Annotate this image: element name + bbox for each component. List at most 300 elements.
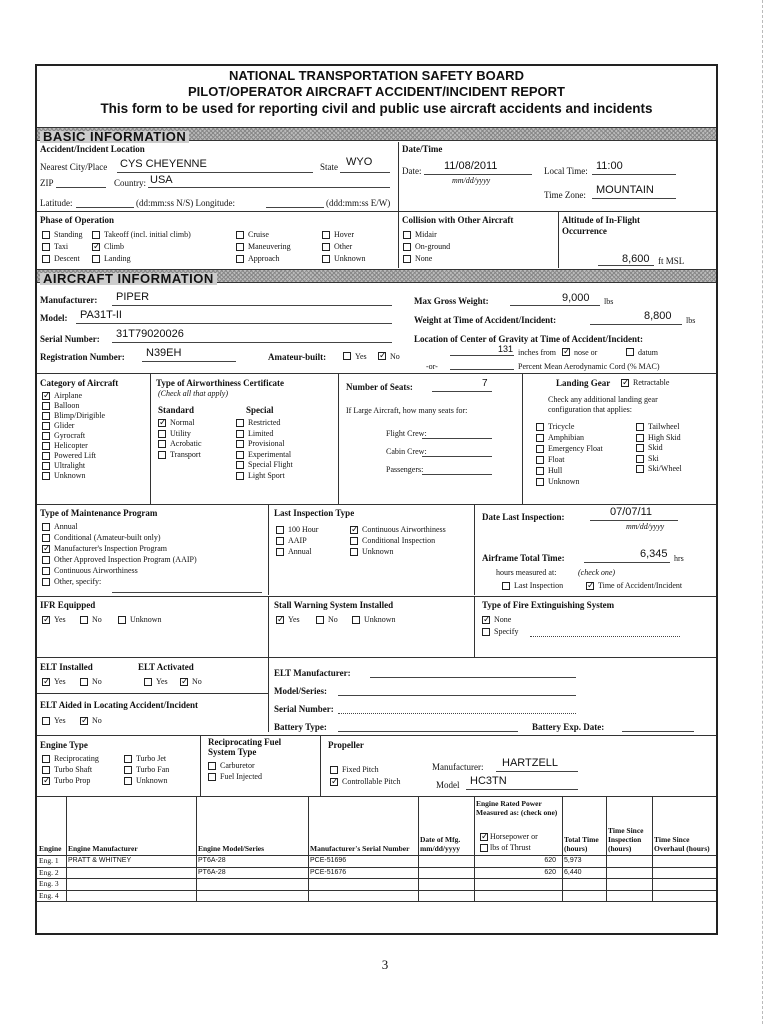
cg-inches-label: inches from	[518, 348, 556, 357]
engine-turbofan-checkbox[interactable]	[124, 766, 132, 774]
date-value[interactable]: 11/08/2011	[444, 160, 498, 172]
category-checkbox[interactable]	[42, 412, 50, 420]
maint-program-checkbox[interactable]	[42, 556, 50, 564]
gear-option-checkbox[interactable]	[636, 444, 644, 452]
special-cert-checkbox[interactable]	[236, 461, 244, 469]
fuel-option: Fuel Injected	[220, 772, 262, 781]
divider	[320, 736, 321, 796]
fire-label: Type of Fire Extinguishing System	[482, 600, 615, 610]
seats-line	[432, 391, 492, 392]
special-label: Special	[246, 405, 274, 415]
gear-option-checkbox[interactable]	[536, 434, 544, 442]
longitude-line[interactable]	[266, 207, 324, 208]
table-cell-power[interactable]: 620	[544, 868, 556, 876]
gear-option-label: Tailwheel	[648, 422, 680, 431]
divider	[37, 211, 716, 212]
table-column-divider	[418, 797, 419, 901]
table-header-divider	[37, 855, 716, 856]
maint-program-checkbox[interactable]	[42, 567, 50, 575]
fire-none-checkbox[interactable]: ✓	[483, 615, 491, 625]
elt-aided-no-label: No	[92, 716, 102, 725]
page-edge-dashes	[762, 0, 763, 1024]
manufacturer-value[interactable]: PIPER	[116, 291, 150, 303]
last-inspection-label: Continuous Airworthiness	[362, 525, 446, 534]
weight-value[interactable]: 8,800	[644, 310, 672, 322]
gear-retractable-checkbox[interactable]: ✓	[622, 378, 630, 388]
passengers-line[interactable]	[422, 474, 492, 475]
standard-cert-label: Acrobatic	[170, 439, 202, 448]
elt-installed-no-checkbox[interactable]	[80, 678, 88, 686]
cg-nose-label: nose or	[574, 348, 598, 357]
table-row-divider	[37, 867, 716, 868]
altitude-line	[598, 265, 654, 266]
city-value[interactable]: CYS CHEYENNE	[120, 158, 207, 170]
cg-line	[450, 355, 514, 356]
elt-activated-yes-label: Yes	[156, 677, 168, 686]
standard-cert-label: Transport	[170, 449, 201, 459]
registration-label: Registration Number:	[40, 352, 125, 362]
location-label: Accident/Incident Location	[40, 144, 145, 154]
power-thrust-checkbox[interactable]	[480, 844, 488, 852]
elt-activated-no-label: No	[192, 677, 202, 686]
collision-onground-checkbox[interactable]	[403, 243, 411, 251]
special-cert-checkbox[interactable]	[236, 440, 244, 448]
manufacturer-label: Manufacturer:	[40, 295, 98, 305]
maint-program-label: Type of Maintenance Program	[40, 508, 158, 518]
gear-option-checkbox[interactable]	[536, 478, 544, 486]
table-header: Engine Manufacturer	[68, 844, 138, 853]
last-inspection-label: 100 Hour	[288, 525, 319, 534]
datetime-label: Date/Time	[402, 144, 443, 154]
model-value[interactable]: PA31T-II	[80, 309, 122, 321]
divider	[200, 736, 201, 796]
serial-label: Serial Number:	[40, 334, 100, 344]
maint-program-checkbox[interactable]: ✓	[43, 544, 51, 554]
prop-model-line	[466, 789, 578, 790]
city-label: Nearest City/Place	[40, 162, 108, 172]
altitude-label: Altitude of In-Flight	[562, 215, 641, 225]
maint-program-label: Manufacturer's Inspection Program	[54, 544, 167, 553]
category-label: Balloon	[54, 401, 80, 410]
country-line	[148, 187, 390, 188]
altitude-value[interactable]: 8,600	[622, 253, 650, 265]
airframe-value[interactable]: 6,345	[640, 548, 668, 560]
stall-no-checkbox[interactable]	[316, 616, 324, 624]
form-title-report: PILOT/OPERATOR AIRCRAFT ACCIDENT/INCIDENT REPORT	[188, 84, 565, 99]
gear-option-checkbox[interactable]	[636, 455, 644, 463]
table-cell-eng: Eng. 2	[39, 867, 59, 877]
elt-model-line[interactable]	[338, 695, 576, 696]
gear-option-label: Emergency Float	[548, 444, 603, 453]
divider	[268, 505, 269, 595]
battery-exp-line[interactable]	[622, 731, 694, 732]
phase-label-text: Standing	[54, 230, 83, 239]
ifr-label: IFR Equipped	[40, 600, 96, 610]
divider	[474, 597, 475, 657]
table-cell-eng: Eng. 1	[39, 856, 59, 865]
table-cell-total[interactable]: 6,440	[564, 868, 582, 876]
section-basic-information	[37, 127, 716, 144]
phase-landing-checkbox[interactable]	[92, 255, 100, 263]
battery-type-label: Battery Type:	[274, 722, 327, 732]
engine-turbojet-checkbox[interactable]	[124, 755, 132, 763]
measured-time-of-accident-label: Time of Accident/Incident	[598, 581, 683, 590]
stall-yes-label: Yes	[288, 615, 300, 624]
table-cell-eng: Eng. 3	[39, 879, 59, 888]
table-header: Manufacturer's Serial Number	[310, 844, 410, 853]
maint-other-line[interactable]	[112, 592, 262, 593]
latitude-label: Latitude:	[40, 198, 73, 208]
stall-warning-label: Stall Warning System Installed	[274, 600, 394, 610]
table-cell-power[interactable]: 620	[544, 857, 556, 864]
latitude-line[interactable]	[76, 207, 134, 208]
ifr-no-checkbox[interactable]	[80, 616, 88, 624]
max-gross-value[interactable]: 9,000	[562, 292, 590, 304]
fuel-system-label: Reciprocating Fuel	[208, 737, 282, 747]
table-header: Engine Model/Series	[198, 844, 265, 853]
gear-option-checkbox[interactable]	[636, 465, 644, 473]
form-title-agency: NATIONAL TRANSPORTATION SAFETY BOARD	[229, 68, 524, 83]
phase-label-text: Unknown	[334, 254, 366, 263]
measured-last-inspection-checkbox[interactable]	[502, 582, 510, 590]
standard-cert-checkbox[interactable]	[158, 451, 166, 459]
date-last-value[interactable]: 07/07/11	[610, 506, 653, 518]
elt-aided-label: ELT Aided in Locating Accident/Incident	[40, 700, 199, 710]
category-checkbox[interactable]	[42, 462, 50, 470]
ifr-unknown-checkbox[interactable]	[118, 616, 126, 624]
stall-yes-checkbox[interactable]: ✓	[277, 615, 285, 625]
maint-program-label: Annual	[54, 522, 78, 531]
phase-climb-checkbox[interactable]: ✓	[93, 242, 101, 252]
engine-type-option: Reciprocating	[54, 754, 99, 763]
fuel-injected-checkbox[interactable]	[208, 773, 216, 781]
maint-program-checkbox[interactable]	[42, 523, 50, 531]
maint-program-label: Continuous Airworthiness	[54, 566, 138, 575]
table-column-divider	[474, 797, 475, 901]
ifr-yes-label: Yes	[54, 615, 66, 624]
amateur-yes-checkbox[interactable]	[343, 352, 351, 360]
category-label: Airplane	[54, 391, 82, 400]
maint-program-label: Other, specify:	[54, 577, 102, 586]
passengers-label: Passengers:	[386, 465, 424, 474]
last-inspection-label: Annual	[288, 547, 312, 556]
last-inspection-checkbox[interactable]	[350, 537, 358, 545]
airframe-line	[584, 562, 670, 563]
city-line	[117, 172, 313, 173]
gear-option-checkbox[interactable]	[536, 445, 544, 453]
gear-option-label: Hull	[548, 466, 563, 475]
gear-option-checkbox[interactable]	[636, 423, 644, 431]
divider	[268, 597, 269, 657]
phase-label-text: Other	[334, 242, 353, 251]
elt-model-label: Model/Series:	[274, 686, 327, 696]
phase-hover-checkbox[interactable]	[322, 231, 330, 239]
amateur-no-checkbox[interactable]: ✓	[379, 351, 387, 361]
cg-or: -or-	[426, 362, 438, 371]
table-column-divider	[606, 797, 607, 901]
country-value[interactable]: USA	[150, 174, 173, 186]
table-cell-serial[interactable]: PCE-51676	[310, 868, 347, 876]
maint-program-checkbox[interactable]	[42, 578, 50, 586]
cabin-crew-line[interactable]	[422, 456, 492, 457]
hours-measured-label: hours measured at:	[496, 568, 557, 577]
gear-option-label: Skid	[648, 443, 663, 452]
phase-standing-checkbox[interactable]	[42, 231, 50, 239]
prop-model-label: Model	[436, 780, 460, 790]
altitude-unit: ft MSL	[658, 256, 685, 266]
phase-taxi-checkbox[interactable]	[42, 243, 50, 251]
time-label: Local Time:	[544, 166, 588, 176]
standard-label: Standard	[158, 405, 195, 415]
category-label: Blimp/Dirigible	[54, 411, 106, 420]
divider	[37, 657, 716, 658]
cg-value[interactable]: 131	[498, 344, 514, 354]
category-label: Powered Lift	[54, 451, 96, 460]
category-label: Category of Aircraft	[40, 378, 119, 388]
page-number: 3	[381, 957, 389, 972]
category-checkbox[interactable]	[42, 472, 50, 480]
large-aircraft-note: If Large Aircraft, how many seats for:	[346, 406, 468, 415]
prop-fixed-checkbox[interactable]	[330, 766, 338, 774]
gear-option-checkbox[interactable]	[536, 456, 544, 464]
category-label: Glider	[54, 421, 75, 430]
cabin-crew-label: Cabin Crew:	[386, 447, 427, 456]
gear-option-label: Amphibian	[548, 433, 584, 442]
elt-aided-no-checkbox[interactable]: ✓	[81, 716, 89, 726]
collision-midair-checkbox[interactable]	[403, 231, 411, 239]
amateur-yes-label: Yes	[355, 352, 367, 361]
last-inspection-checkbox[interactable]	[276, 526, 284, 534]
divider	[398, 142, 399, 268]
table-header: Time Since Overhaul (hours)	[654, 835, 710, 853]
zone-value[interactable]: MOUNTAIN	[596, 184, 654, 196]
elt-installed-yes-checkbox[interactable]: ✓	[43, 677, 51, 687]
last-inspection-checkbox[interactable]	[276, 537, 284, 545]
fire-none-label: None	[494, 615, 512, 624]
check-one-note: (check one)	[578, 568, 616, 577]
divider	[37, 735, 716, 736]
prop-manufacturer-value[interactable]: HARTZELL	[502, 757, 559, 769]
table-cell-model[interactable]: PT6A-28	[198, 868, 226, 876]
measured-time-of-accident-checkbox[interactable]: ✓	[587, 581, 595, 591]
max-gross-line	[510, 305, 600, 306]
elt-activated-label: ELT Activated	[138, 662, 194, 672]
engine-turboshaft-checkbox[interactable]	[42, 766, 50, 774]
propeller-label: Propeller	[328, 740, 364, 750]
measured-last-inspection-label: Last Inspection	[514, 581, 564, 590]
category-checkbox[interactable]	[42, 422, 50, 430]
airframe-unit: hrs	[674, 554, 684, 563]
table-cell-mfr[interactable]: PRATT & WHITNEY	[68, 857, 132, 864]
elt-serial-label: Serial Number:	[274, 704, 334, 714]
fuel-option: Carburetor	[220, 761, 255, 770]
category-checkbox[interactable]: ✓	[43, 391, 51, 401]
phase-cruise-checkbox[interactable]	[236, 231, 244, 239]
engine-type-option: Turbo Shaft	[54, 765, 93, 774]
ifr-unknown-label: Unknown	[130, 615, 162, 624]
engine-turboprop-checkbox[interactable]: ✓	[43, 776, 51, 786]
elt-activated-yes-checkbox[interactable]	[144, 678, 152, 686]
phase-other-checkbox[interactable]	[322, 243, 330, 251]
max-gross-unit: lbs	[604, 297, 614, 306]
ifr-yes-checkbox[interactable]: ✓	[43, 615, 51, 625]
registration-value[interactable]: N39EH	[146, 347, 182, 359]
divider	[37, 504, 716, 505]
collision-label: Collision with Other Aircraft	[402, 215, 514, 225]
model-line	[76, 323, 392, 324]
phase-takeoff-checkbox[interactable]	[92, 231, 100, 239]
gear-option-label: Tricycle	[548, 422, 575, 431]
standard-cert-label: Utility	[170, 428, 191, 438]
special-cert-checkbox[interactable]	[236, 451, 244, 459]
phase-maneuvering-checkbox[interactable]	[236, 243, 244, 251]
category-checkbox[interactable]	[42, 402, 50, 410]
fire-specify-checkbox[interactable]	[482, 628, 490, 636]
phase-label-text: Approach	[248, 254, 280, 263]
serial-line	[112, 342, 392, 343]
weight-unit: lbs	[686, 316, 696, 325]
prop-model-value[interactable]: HC3TN	[470, 775, 507, 787]
maint-program-checkbox[interactable]	[42, 534, 50, 542]
phase-approach-checkbox[interactable]	[236, 255, 244, 263]
fuel-carburetor-checkbox[interactable]	[208, 762, 216, 770]
category-label: Unknown	[54, 471, 86, 480]
zip-line[interactable]	[56, 187, 106, 188]
standard-cert-checkbox[interactable]	[158, 440, 166, 448]
collision-option: None	[415, 254, 433, 263]
last-inspection-checkbox[interactable]	[276, 548, 284, 556]
divider	[37, 693, 268, 694]
amateur-label: Amateur-built:	[268, 352, 327, 362]
divider	[37, 596, 716, 597]
elt-activated-no-checkbox[interactable]: ✓	[181, 677, 189, 687]
cg-label: Location of Center of Gravity at Time of Accident/Incident:	[414, 334, 643, 344]
phase-label-text: Taxi	[54, 242, 69, 251]
phase-label-text: Descent	[54, 254, 80, 263]
category-checkbox[interactable]	[42, 452, 50, 460]
serial-value[interactable]: 31T79020026	[116, 328, 184, 340]
date-line	[424, 174, 532, 175]
last-inspection-checkbox[interactable]: ✓	[351, 525, 359, 535]
fire-specify-line[interactable]	[530, 636, 680, 637]
elt-aided-yes-checkbox[interactable]	[42, 717, 50, 725]
category-checkbox[interactable]	[42, 432, 50, 440]
section-label: AIRCRAFT INFORMATION	[40, 273, 217, 285]
time-value[interactable]: 11:00	[596, 160, 623, 172]
section-aircraft-information	[37, 269, 716, 286]
table-cell-total[interactable]: 5,973	[564, 857, 582, 864]
longitude-format: (ddd:mm:ss E/W)	[326, 198, 391, 208]
date-last-line	[590, 520, 678, 521]
date-last-format: mm/dd/yyyy	[626, 522, 665, 531]
special-cert-label: Light Sport	[248, 470, 285, 480]
table-header-power: Engine Rated Power Measured as: (check one)	[476, 799, 558, 817]
gear-option-checkbox[interactable]	[536, 467, 544, 475]
phase-label-text: Maneuvering	[248, 242, 291, 251]
special-cert-checkbox[interactable]	[236, 472, 244, 480]
seats-value[interactable]: 7	[482, 378, 488, 389]
ifr-no-label: No	[92, 615, 102, 624]
table-column-divider	[652, 797, 653, 901]
engine-unknown-checkbox[interactable]	[124, 777, 132, 785]
state-label: State	[320, 162, 338, 172]
table-column-divider	[66, 797, 67, 901]
table-header: Engine	[39, 844, 62, 853]
divider	[150, 374, 151, 504]
elt-serial-line[interactable]	[338, 713, 576, 714]
category-label: Ultralight	[54, 461, 86, 470]
zip-label: ZIP	[40, 178, 54, 188]
divider	[37, 373, 716, 374]
divider	[522, 374, 523, 504]
battery-type-line[interactable]	[338, 731, 518, 732]
maint-program-label: Other Approved Inspection Program (AAIP)	[54, 555, 197, 564]
stall-unknown-checkbox[interactable]	[352, 616, 360, 624]
mac-line[interactable]	[450, 369, 514, 370]
category-label: Gyrocraft	[54, 431, 86, 440]
table-column-divider	[196, 797, 197, 901]
form-subtitle: This form to be used for reporting civil and public use aircraft accidents and incidents	[100, 101, 653, 116]
cg-datum-checkbox[interactable]	[626, 348, 634, 356]
gear-option-label: Ski/Wheel	[648, 464, 682, 473]
gear-option-checkbox[interactable]	[636, 434, 644, 442]
maint-program-label: Conditional (Amateur-built only)	[54, 533, 161, 542]
gear-retractable-label: Retractable	[633, 378, 670, 387]
divider	[474, 505, 475, 595]
date-last-label: Date Last Inspection:	[482, 512, 565, 522]
collision-none-checkbox[interactable]	[403, 255, 411, 263]
table-header: Time Since Inspection (hours)	[608, 826, 644, 853]
special-cert-label: Experimental	[248, 449, 292, 459]
table-cell-model[interactable]: PT6A-28	[198, 857, 226, 864]
standard-cert-checkbox[interactable]	[158, 430, 166, 438]
date-format: mm/dd/yyyy	[452, 176, 491, 185]
elt-installed-label: ELT Installed	[40, 662, 93, 672]
table-cell-serial[interactable]: PCE-51696	[310, 857, 347, 864]
engine-reciprocating-checkbox[interactable]	[42, 755, 50, 763]
last-inspection-checkbox[interactable]	[350, 548, 358, 556]
state-value[interactable]: WYO	[346, 156, 373, 168]
category-checkbox[interactable]	[42, 442, 50, 450]
category-label: Helicopter	[54, 441, 88, 450]
cg-nose-checkbox[interactable]: ✓	[563, 347, 571, 357]
special-cert-checkbox[interactable]	[236, 430, 244, 438]
special-cert-label: Restricted	[248, 418, 281, 427]
fuel-system-label-2: System Type	[208, 747, 257, 757]
manufacturer-line	[112, 305, 392, 306]
flight-crew-line[interactable]	[422, 438, 492, 439]
table-row-divider	[37, 878, 716, 879]
gear-option-checkbox[interactable]	[536, 423, 544, 431]
gear-label: Landing Gear	[556, 378, 611, 388]
phase-descent-checkbox[interactable]	[42, 255, 50, 263]
phase-unknown-checkbox[interactable]	[322, 255, 330, 263]
table-column-divider	[562, 797, 563, 901]
prop-controllable-checkbox[interactable]: ✓	[331, 777, 339, 787]
special-cert-checkbox[interactable]	[236, 419, 244, 427]
table-column-divider	[308, 797, 309, 901]
longitude-label: (dd:mm:ss N/S) Longitude:	[136, 198, 235, 208]
power-thrust-label: lbs of Thrust	[490, 843, 531, 852]
elt-manufacturer-line[interactable]	[370, 677, 576, 678]
collision-option: On-ground	[415, 242, 451, 251]
engine-type-option: Unknown	[136, 776, 168, 785]
standard-cert-checkbox[interactable]: ✓	[159, 418, 167, 428]
altitude-label-2: Occurrence	[562, 226, 607, 236]
power-horsepower-checkbox[interactable]: ✓	[481, 832, 489, 842]
weight-label: Weight at Time of Accident/Incident:	[414, 315, 557, 325]
cg-datum-label: datum	[638, 348, 658, 357]
